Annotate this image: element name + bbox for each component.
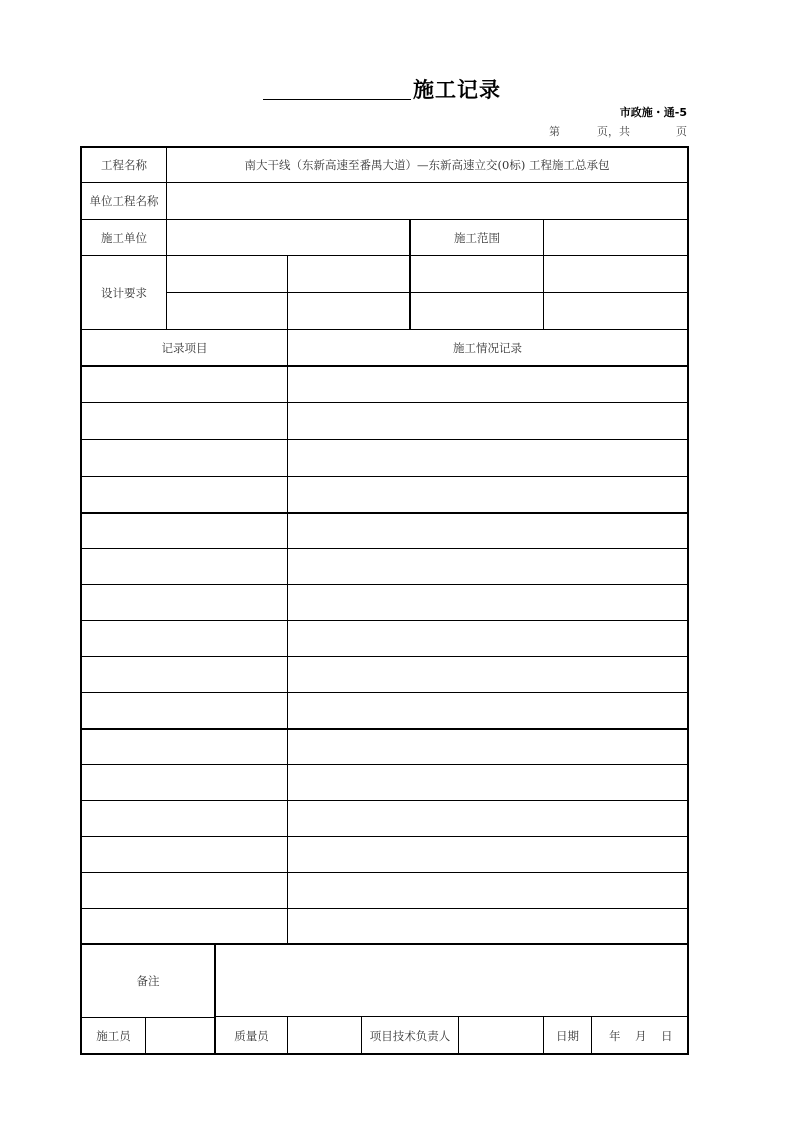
record-item-cell[interactable] (82, 549, 287, 584)
title-area (0, 74, 794, 104)
design-req-cell[interactable] (167, 293, 287, 329)
construction-unit-value[interactable] (167, 220, 409, 255)
design-req-cell[interactable] (544, 293, 687, 329)
record-content-cell[interactable] (288, 729, 687, 764)
design-req-cell[interactable] (411, 256, 543, 292)
record-content-cell[interactable] (288, 477, 687, 512)
scope-value[interactable] (544, 220, 687, 255)
scope-label: 施工范围 (454, 230, 500, 245)
tech-lead-label: 项目技术负责人 (369, 1028, 451, 1043)
record-item-cell[interactable] (82, 837, 287, 872)
border-right (687, 146, 689, 1055)
tech-lead-signature-field[interactable] (459, 1018, 543, 1053)
record-item-cell[interactable] (82, 765, 287, 800)
record-item-cell[interactable] (82, 873, 287, 908)
remarks-value[interactable] (216, 945, 687, 1016)
design-req-cell[interactable] (544, 256, 687, 292)
quality-inspector-label: 质量员 (234, 1028, 269, 1043)
record-form (80, 146, 689, 1055)
record-content-cell[interactable] (288, 801, 687, 836)
date-field[interactable] (592, 1018, 687, 1053)
design-req-cell[interactable] (167, 256, 287, 292)
record-item-cell[interactable] (82, 440, 287, 476)
form-code: 市政施・通-5 (619, 106, 687, 119)
record-content-cell[interactable] (288, 873, 687, 908)
record-item-cell[interactable] (82, 585, 287, 620)
record-content-cell[interactable] (288, 440, 687, 476)
quality-inspector-signature-field[interactable] (288, 1018, 361, 1053)
design-req-cell[interactable] (288, 256, 409, 292)
record-content-cell[interactable] (288, 909, 687, 943)
record-content-cell[interactable] (288, 403, 687, 439)
date-year: 年 (609, 1028, 621, 1043)
date-label: 日期 (556, 1028, 579, 1043)
page-title: 施工记录 (413, 78, 501, 102)
construction-unit-label: 施工单位 (101, 230, 147, 245)
record-item-cell[interactable] (82, 693, 287, 728)
design-req-cell[interactable] (288, 293, 409, 329)
record-content-header: 施工情况记录 (453, 340, 522, 355)
record-item-cell[interactable] (82, 477, 287, 512)
record-item-cell[interactable] (82, 403, 287, 439)
record-content-cell[interactable] (288, 657, 687, 692)
date-day: 日 (661, 1028, 673, 1043)
record-item-cell[interactable] (82, 513, 287, 548)
record-content-cell[interactable] (288, 837, 687, 872)
design-requirements-label: 设计要求 (101, 285, 147, 300)
record-item-cell[interactable] (82, 621, 287, 656)
unit-project-label: 单位工程名称 (89, 194, 159, 208)
page-suffix: 页 (676, 125, 687, 138)
record-item-cell[interactable] (82, 801, 287, 836)
remarks-label: 备注 (136, 974, 160, 988)
border-bottom (80, 1053, 689, 1055)
record-item-cell[interactable] (82, 729, 287, 764)
design-req-cell[interactable] (411, 293, 543, 329)
record-content-cell[interactable] (288, 366, 687, 402)
page-prefix: 第 (549, 125, 560, 138)
project-name-label: 工程名称 (101, 158, 147, 172)
unit-project-value[interactable] (167, 183, 687, 219)
record-content-cell[interactable] (288, 621, 687, 656)
constructor-signature-field[interactable] (146, 1018, 214, 1053)
record-content-cell[interactable] (288, 765, 687, 800)
record-content-cell[interactable] (288, 549, 687, 584)
title-blank-line[interactable] (263, 99, 411, 100)
record-content-cell[interactable] (288, 513, 687, 548)
date-month: 月 (635, 1028, 647, 1043)
record-content-cell[interactable] (288, 693, 687, 728)
record-item-cell[interactable] (82, 657, 287, 692)
constructor-label: 施工员 (96, 1028, 131, 1043)
project-name-value[interactable]: 南大干线（东新高速至番禺大道）—东新高速立交(0标) 工程施工总承包 (244, 158, 610, 172)
record-item-cell[interactable] (82, 366, 287, 402)
record-item-cell[interactable] (82, 909, 287, 943)
record-item-header: 记录项目 (161, 340, 208, 355)
record-content-cell[interactable] (288, 585, 687, 620)
page-mid: 页，共 (597, 125, 630, 138)
